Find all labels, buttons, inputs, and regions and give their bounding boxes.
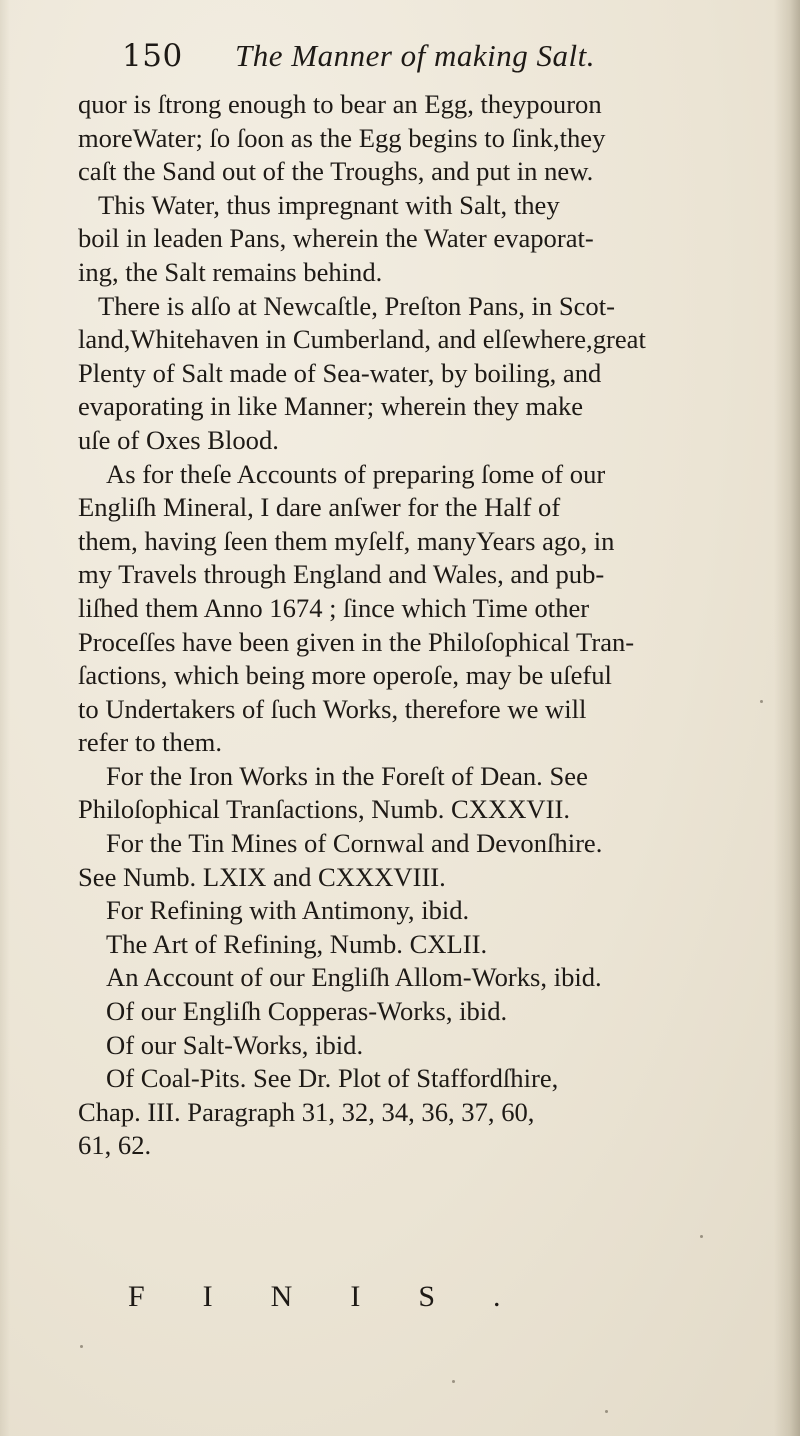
running-title: The Manner of making Salt. [235,38,596,73]
page-edge-shadow [774,0,800,1436]
text-line: uſe of Oxes Blood. [78,424,279,455]
reference-line: 61, 62. [78,1130,152,1161]
text-line: This Water, thus impregnant with Salt, they [98,189,560,220]
text-line: my Travels through England and Wales, and pub- [78,559,605,590]
reference-line: Of our Salt-Works, ibid. [106,1029,364,1060]
reference-line: For Refining with Antimony, ibid. [106,895,470,926]
text-line: As for theſe Accounts of preparing ſome of our [106,458,606,489]
text-line: ing, the Salt remains behind. [78,256,383,287]
page-number: 150 [122,38,183,74]
body-text [78,88,768,1163]
reference-line: For the Tin Mines of Cornwal and Devonſhire. [106,828,603,859]
text-line: boil in leaden Pans, wherein the Water evaporat- [78,223,594,254]
reference-line: Of our Engliſh Copperas-Works, ibid. [106,996,508,1027]
reference-line: For the Iron Works in the Foreſt of Dean. See [106,760,588,791]
text-line: land,Whitehaven in Cumberland, and elſewhere,great [78,324,646,355]
text-line: Engliſh Mineral, I dare anſwer for the Half of [78,492,561,523]
text-line: ſactions, which being more operoſe, may be uſeful [78,660,612,691]
reference-line: Of Coal-Pits. See Dr. Plot of Staffordſhire, [106,1063,559,1094]
finis-colophon: FINIS. [128,1280,559,1313]
text-line: quor is ſtrong enough to bear an Egg, theypouron [78,89,602,119]
text-line: liſhed them Anno 1674 ; ſince which Time other [78,592,590,623]
text-line: caſt the Sand out of the Troughs, and put in new. [78,156,594,187]
page-gutter-shadow [0,0,10,1436]
reference-line: See Numb. LXIX and CXXXVIII. [78,861,446,892]
page-header [122,38,742,88]
text-line: Plenty of Salt made of Sea-water, by boiling, and [78,357,602,388]
text-line: There is alſo at Newcaſtle, Preſton Pans, in Scot- [98,290,615,321]
reference-line: Chap. III. Paragraph 31, 32, 34, 36, 37, 60, [78,1096,535,1127]
text-line: Proceſſes have been given in the Philoſophical Tran- [78,626,635,657]
reference-line: Philoſophical Tranſactions, Numb. CXXXVII. [78,794,570,825]
reference-line: An Account of our Engliſh Allom-Works, ibid. [106,962,602,993]
text-line: to Undertakers of ſuch Works, therefore we will [78,693,587,724]
text-line: refer to them. [78,727,222,758]
text-line: them, having ſeen them myſelf, manyYears ago, in [78,525,615,556]
text-line: moreWater; ſo ſoon as the Egg begins to ſink,they [78,122,606,153]
reference-line: The Art of Refining, Numb. CXLII. [106,928,488,959]
text-line: evaporating in like Manner; wherein they make [78,391,584,422]
